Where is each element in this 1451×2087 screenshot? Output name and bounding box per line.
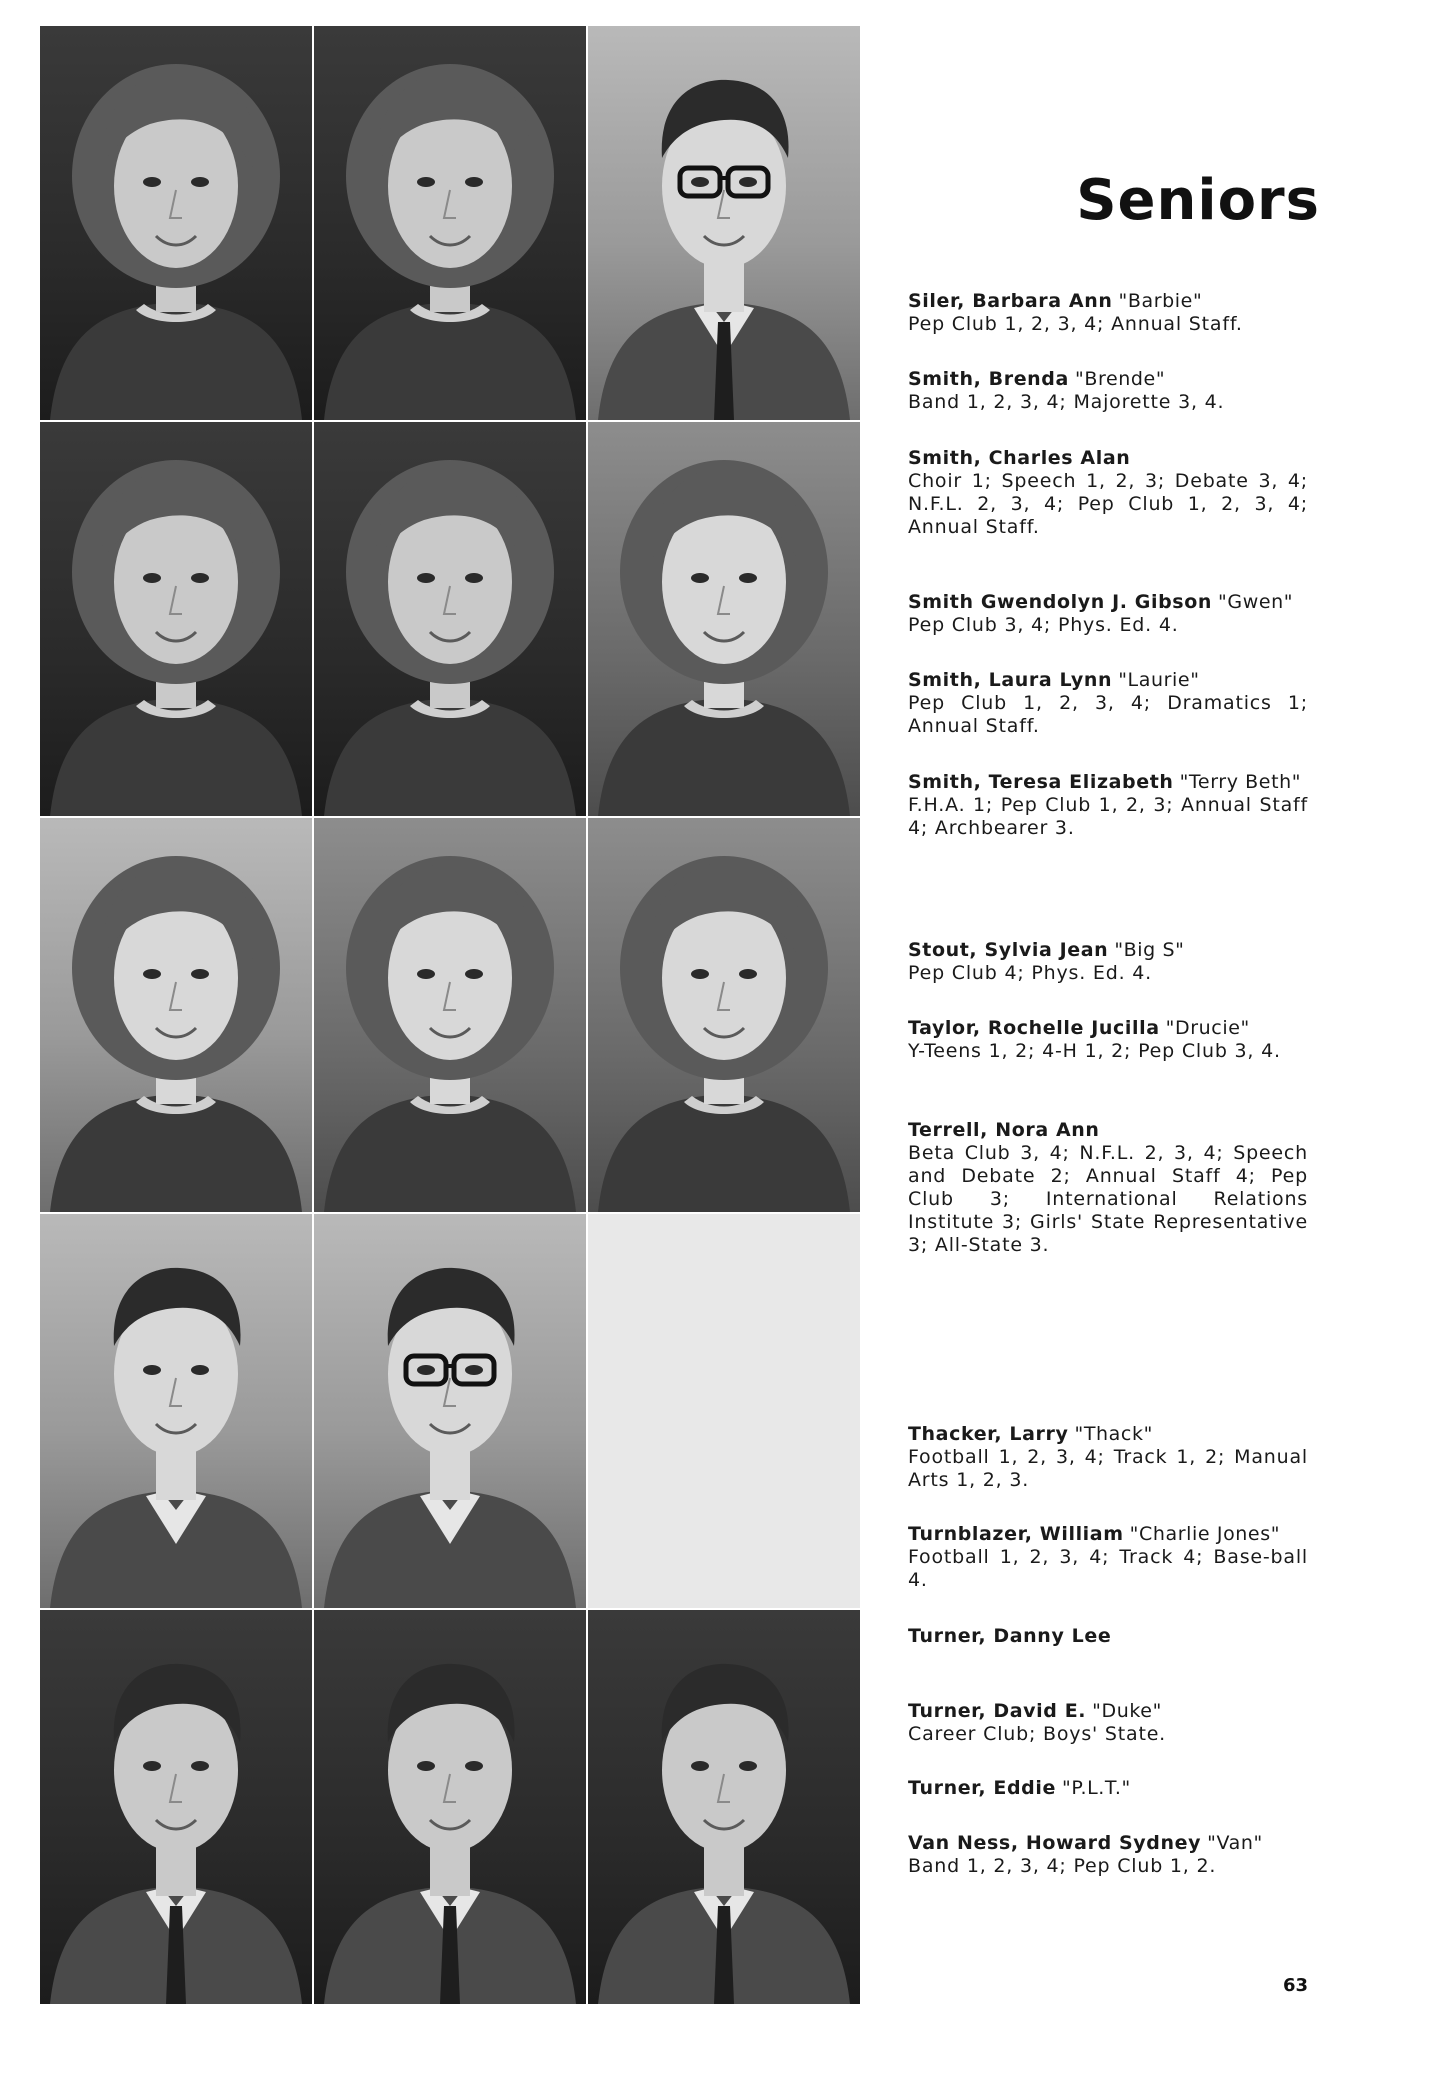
senior-activities: Band 1, 2, 3, 4; Majorette 3, 4. — [908, 391, 1225, 413]
senior-activities: Football 1, 2, 3, 4; Track 4; Base-ball 4. — [908, 1546, 1308, 1591]
portrait-photo — [314, 1214, 586, 1608]
senior-name: Smith, Charles Alan — [908, 447, 1131, 469]
senior-activities: Band 1, 2, 3, 4; Pep Club 1, 2. — [908, 1855, 1217, 1877]
senior-activities: Football 1, 2, 3, 4; Track 1, 2; Manual Arts 1, 2, 3. — [908, 1446, 1308, 1491]
senior-activities: F.H.A. 1; Pep Club 1, 2, 3; Annual Staff 4; Archbearer 3. — [908, 794, 1308, 839]
senior-entry — [908, 447, 1308, 539]
senior-entry — [908, 771, 1308, 840]
senior-nickname: "Laurie" — [1118, 669, 1200, 691]
senior-nickname: "Gwen" — [1218, 591, 1294, 613]
senior-name: Terrell, Nora Ann — [908, 1119, 1100, 1141]
portrait-photo — [40, 1214, 312, 1608]
senior-nickname: "P.L.T." — [1062, 1777, 1131, 1799]
senior-name: Smith, Brenda — [908, 368, 1069, 390]
senior-activities: Beta Club 3, 4; N.F.L. 2, 3, 4; Speech and Debate 2; Annual Staff 4; Pep Club 3; International Relations Institute 3; Girls' State Representative 3; All-State 3. — [908, 1142, 1308, 1256]
portrait-photo — [40, 26, 312, 420]
senior-entry — [908, 591, 1308, 637]
senior-nickname: "Barbie" — [1118, 290, 1203, 312]
portrait-photo — [588, 422, 860, 816]
portrait-photo — [40, 1610, 312, 2004]
senior-nickname: "Terry Beth" — [1179, 771, 1302, 793]
senior-entry — [908, 1625, 1308, 1648]
senior-entry — [908, 1777, 1308, 1800]
senior-nickname: "Thack" — [1074, 1423, 1153, 1445]
senior-activities: Y-Teens 1, 2; 4-H 1, 2; Pep Club 3, 4. — [908, 1040, 1281, 1062]
senior-name: Siler, Barbara Ann — [908, 290, 1113, 312]
portrait-photo — [588, 1610, 860, 2004]
senior-nickname: "Duke" — [1092, 1700, 1162, 1722]
portrait-photo — [314, 26, 586, 420]
senior-name: Taylor, Rochelle Jucilla — [908, 1017, 1160, 1039]
senior-nickname: "Charlie Jones" — [1129, 1523, 1281, 1545]
senior-entry — [908, 939, 1308, 985]
portrait-photo — [588, 26, 860, 420]
senior-nickname: "Brende" — [1074, 368, 1166, 390]
page-number: 63 — [1282, 1975, 1308, 1996]
senior-nickname: "Drucie" — [1165, 1017, 1250, 1039]
senior-activities: Choir 1; Speech 1, 2, 3; Debate 3, 4; N.F.L. 2, 3, 4; Pep Club 1, 2, 3, 4; Annual Staff. — [908, 470, 1308, 538]
senior-entry — [908, 1523, 1308, 1592]
portrait-photo — [314, 818, 586, 1212]
portrait-photo — [588, 818, 860, 1212]
senior-entry — [908, 1832, 1308, 1878]
senior-name: Stout, Sylvia Jean — [908, 939, 1109, 961]
senior-activities: Career Club; Boys' State. — [908, 1723, 1167, 1745]
portrait-placeholder — [588, 1214, 860, 1608]
senior-activities: Pep Club 1, 2, 3, 4; Dramatics 1; Annual Staff. — [908, 692, 1308, 737]
senior-entry — [908, 368, 1308, 414]
senior-name: Van Ness, Howard Sydney — [908, 1832, 1202, 1854]
senior-activities: Pep Club 3, 4; Phys. Ed. 4. — [908, 614, 1179, 636]
senior-activities: Pep Club 1, 2, 3, 4; Annual Staff. — [908, 313, 1243, 335]
portrait-photo — [314, 422, 586, 816]
senior-activities: Pep Club 4; Phys. Ed. 4. — [908, 962, 1152, 984]
senior-name: Smith, Teresa Elizabeth — [908, 771, 1174, 793]
senior-entry — [908, 1423, 1308, 1492]
portrait-photo — [40, 818, 312, 1212]
senior-name: Turner, Eddie — [908, 1777, 1056, 1799]
senior-name: Smith, Laura Lynn — [908, 669, 1113, 691]
senior-name: Smith Gwendolyn J. Gibson — [908, 591, 1212, 613]
senior-nickname: "Big S" — [1114, 939, 1185, 961]
senior-entry — [908, 1017, 1308, 1063]
portrait-grid — [40, 26, 870, 2016]
senior-entry — [908, 290, 1308, 336]
senior-name: Turnblazer, William — [908, 1523, 1124, 1545]
senior-nickname: "Van" — [1207, 1832, 1263, 1854]
page-title: Seniors — [1076, 168, 1320, 233]
senior-name: Turner, Danny Lee — [908, 1625, 1112, 1647]
senior-entry — [908, 669, 1308, 738]
senior-entry — [908, 1700, 1308, 1746]
portrait-photo — [314, 1610, 586, 2004]
senior-entry — [908, 1119, 1308, 1257]
senior-name: Turner, David E. — [908, 1700, 1087, 1722]
senior-name: Thacker, Larry — [908, 1423, 1069, 1445]
portrait-photo — [40, 422, 312, 816]
